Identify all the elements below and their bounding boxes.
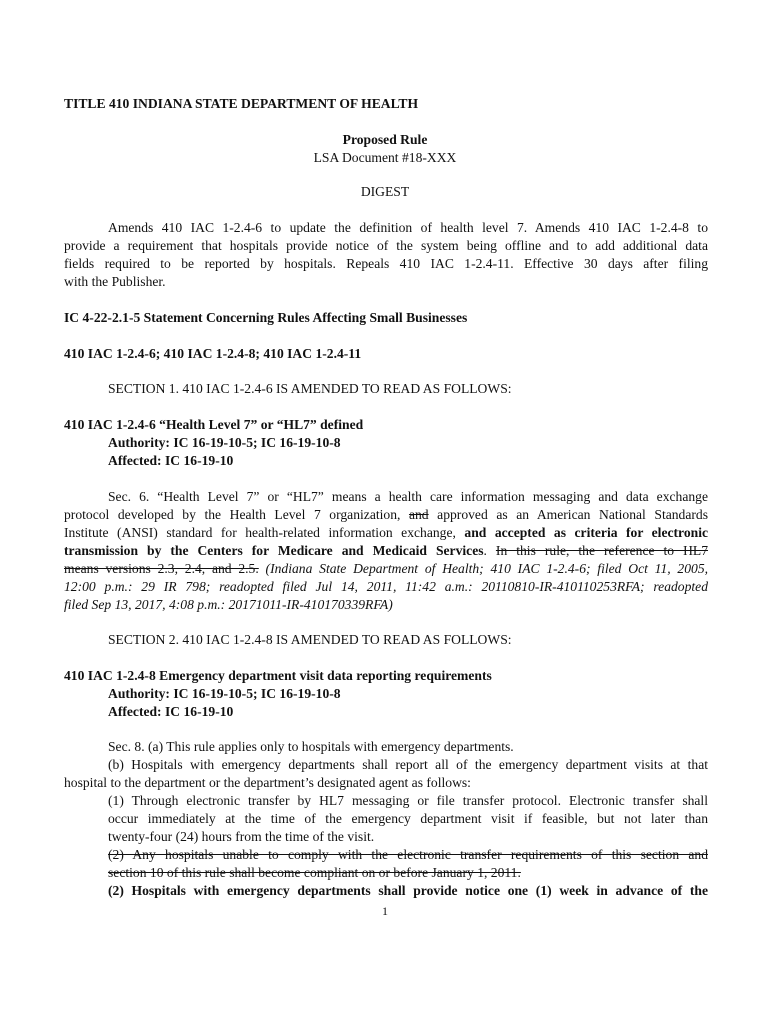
section-1-text-line bbox=[64, 560, 708, 578]
page-number: 1 bbox=[382, 904, 388, 918]
section-2-text-line: (1) Through electronic transfer by HL7 messaging or file transfer protocol. Electronic transfer shall bbox=[108, 793, 708, 808]
statement-heading: IC 4-22-2.1-5 Statement Concerning Rules Affecting Small Businesses bbox=[64, 310, 468, 325]
document-title: TITLE 410 INDIANA STATE DEPARTMENT OF HEALTH bbox=[64, 96, 419, 111]
struck-text: (2) Any hospitals unable to comply with the electronic transfer requirements of this section and bbox=[108, 847, 708, 862]
lsa-document-number: LSA Document #18-XXX bbox=[313, 150, 457, 165]
section-2-text-line: twenty-four (24) hours from the time of the visit. bbox=[108, 829, 375, 844]
affected-rules-list: 410 IAC 1-2.4-6; 410 IAC 1-2.4-8; 410 IAC 1-2.4-11 bbox=[64, 346, 362, 361]
added-text: (2) Hospitals with emergency departments shall provide notice one (1) week in advance of the bbox=[108, 883, 708, 898]
digest-heading: DIGEST bbox=[360, 184, 410, 199]
section-2-text-line: occur immediately at the time of the emergency department visit if feasible, but not later than bbox=[108, 811, 708, 826]
section-2-text-line: hospital to the department or the department’s designated agent as follows: bbox=[64, 775, 471, 790]
struck-text: section 10 of this rule shall become compliant on or before January 1, 2011. bbox=[108, 865, 521, 880]
digest-line: provide a requirement that hospitals provide notice of the system being offline and to add additional data bbox=[64, 238, 708, 253]
added-text: transmission by the Centers for Medicare and Medicaid Services bbox=[64, 543, 484, 558]
section-1-affected: Affected: IC 16-19-10 bbox=[108, 453, 234, 468]
section-1-heading: SECTION 1. 410 IAC 1-2.4-6 IS AMENDED TO READ AS FOLLOWS: bbox=[108, 381, 512, 396]
digest-line: with the Publisher. bbox=[64, 274, 166, 289]
section-2-affected: Affected: IC 16-19-10 bbox=[108, 704, 234, 719]
section-1-text-line: Institute (ANSI) standard for health-related information exchange, and accepted as criteria for electronic bbox=[64, 525, 709, 540]
section-2-text-line: Sec. 8. (a) This rule applies only to hospitals with emergency departments. bbox=[108, 739, 514, 754]
digest-line: Amends 410 IAC 1-2.4-6 to update the definition of health level 7. Amends 410 IAC 1-2.4-8 to bbox=[108, 220, 708, 235]
added-text: and accepted as criteria for electronic bbox=[464, 525, 709, 540]
struck-text: means versions 2.3, 2.4, and 2.5. bbox=[64, 561, 259, 576]
section-2-authority: Authority: IC 16-19-10-5; IC 16-19-10-8 bbox=[108, 686, 341, 701]
section-1-authority: Authority: IC 16-19-10-5; IC 16-19-10-8 bbox=[108, 435, 341, 450]
section-1-rule-title: 410 IAC 1-2.4-6 “Health Level 7” or “HL7” defined bbox=[64, 417, 364, 432]
section-1-text-line: transmission by the Centers for Medicare and Medicaid Services. In this rule, the reference to HL7 bbox=[64, 543, 709, 558]
history-note: (Indiana State Department of Health; 410 IAC 1-2.4-6; filed Oct 11, 2005, bbox=[258, 561, 709, 576]
section-2-heading: SECTION 2. 410 IAC 1-2.4-8 IS AMENDED TO READ AS FOLLOWS: bbox=[108, 632, 512, 647]
struck-text: In this rule, the reference to HL7 bbox=[495, 543, 709, 558]
section-2-rule-title: 410 IAC 1-2.4-8 Emergency department visit data reporting requirements bbox=[64, 668, 492, 683]
struck-text: and bbox=[408, 507, 429, 522]
section-1-text-line: protocol developed by the Health Level 7 organization, and approved as an American National Standards bbox=[64, 507, 708, 522]
digest-line: fields required to be reported by hospitals. Repeals 410 IAC 1-2.4-11. Effective 30 days after filing bbox=[64, 256, 708, 271]
proposed-rule-heading: Proposed Rule bbox=[342, 132, 428, 147]
history-note: filed Sep 13, 2017, 4:08 p.m.: 20171011-IR-410170339RFA) bbox=[64, 597, 393, 612]
history-note: 12:00 p.m.: 29 IR 798; readopted filed Jul 14, 2011, 11:42 a.m.: 20110810-IR-410110253RFA; readopted bbox=[64, 579, 708, 594]
section-2-text-line: (b) Hospitals with emergency departments shall report all of the emergency department visits at that bbox=[108, 757, 708, 772]
section-1-text-line: Sec. 6. “Health Level 7” or “HL7” means a health care information messaging and data exchange bbox=[108, 489, 708, 504]
